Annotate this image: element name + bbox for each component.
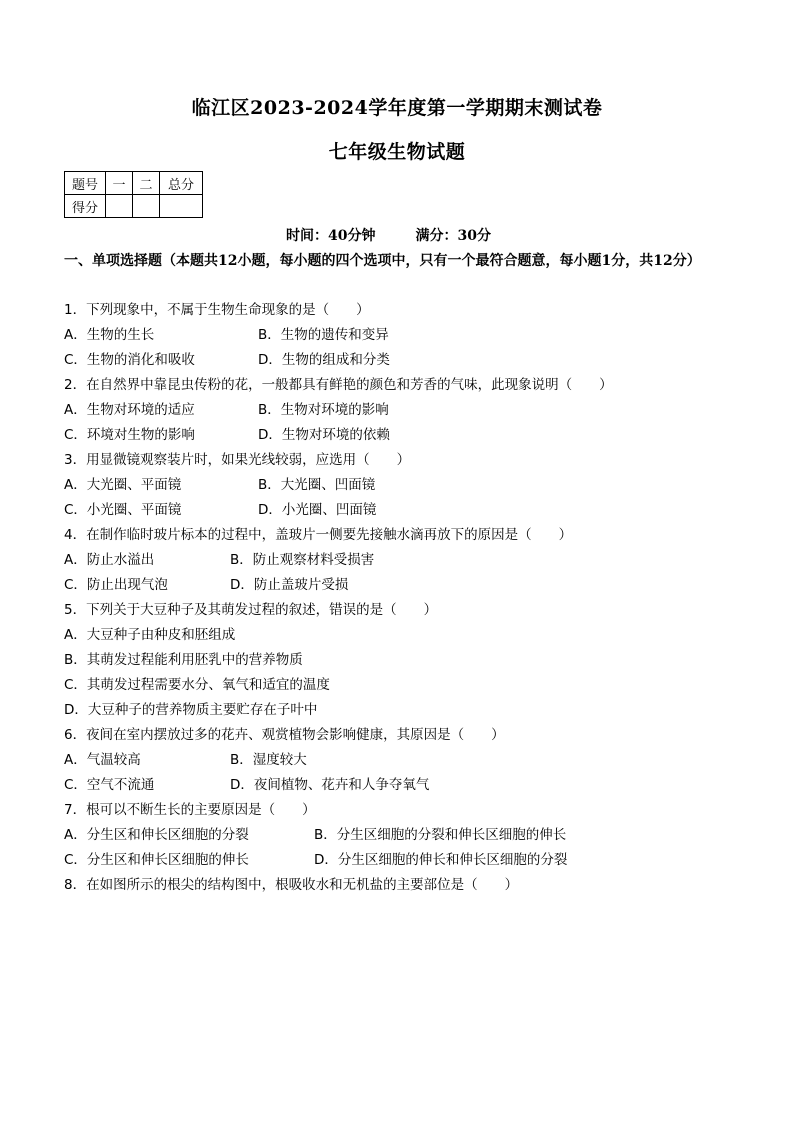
option: B．生物对环境的影响: [258, 402, 389, 418]
option: C．小光圈、平面镜: [64, 502, 182, 518]
score-cell[interactable]: [160, 195, 203, 218]
option: C．分生区和伸长区细胞的伸长: [64, 852, 249, 868]
score-cell[interactable]: [106, 195, 133, 218]
exam-title: 临江区2023-2024学年度第一学期期末测试卷: [191, 97, 603, 119]
option: D．防止盖玻片受损: [230, 577, 349, 593]
score-cell[interactable]: [133, 195, 160, 218]
section-title: 一、单项选择题（本题共12小题，每小题的四个选项中，只有一个最符合题意，每小题1分，共12分）: [64, 253, 701, 269]
option: A．气温较高: [64, 752, 141, 768]
option: A．分生区和伸长区细胞的分裂: [64, 827, 249, 843]
question-stem: 3．用显微镜观察装片时，如果光线较弱，应选用（ ）: [64, 452, 411, 468]
option: A．生物的生长: [64, 327, 155, 343]
question-stem: 8．在如图所示的根尖的结构图中，根吸收水和无机盐的主要部位是（ ）: [64, 877, 519, 893]
option-row: [64, 400, 389, 420]
score-header-cell: 二: [133, 172, 160, 195]
option: C．空气不流通: [64, 777, 155, 793]
exam-meta: [286, 225, 491, 245]
option-row: [64, 475, 376, 495]
option-row: [64, 850, 568, 870]
option-row: [64, 750, 307, 770]
option: B．湿度较大: [230, 752, 307, 768]
option-row: [64, 500, 377, 520]
option-row: [64, 825, 567, 845]
option: B．防止观察材料受损害: [230, 552, 375, 568]
option-row: [64, 775, 430, 795]
option: C．生物的消化和吸收: [64, 352, 195, 368]
option: A．生物对环境的适应: [64, 402, 195, 418]
question-stem: 6．夜间在室内摆放过多的花卉、观赏植物会影响健康，其原因是（ ）: [64, 727, 505, 743]
option: D．大豆种子的营养物质主要贮存在子叶中: [64, 702, 318, 718]
option: D．小光圈、凹面镜: [258, 502, 377, 518]
option: B．生物的遗传和变异: [258, 327, 389, 343]
score-header-cell: 总分: [160, 172, 203, 195]
exam-subtitle: 七年级生物试题: [328, 141, 466, 163]
option: A．大豆种子由种皮和胚组成: [64, 627, 236, 643]
option-row: [64, 350, 390, 370]
option: D．夜间植物、花卉和人争夺氧气: [230, 777, 430, 793]
option: A．防止水溢出: [64, 552, 155, 568]
question-stem: 1．下列现象中，不属于生物生命现象的是（ ）: [64, 302, 370, 318]
option: D．分生区细胞的伸长和伸长区细胞的分裂: [314, 852, 568, 868]
option-row: [64, 550, 375, 570]
option: B．分生区细胞的分裂和伸长区细胞的伸长: [314, 827, 567, 843]
question-stem: 7．根可以不断生长的主要原因是（ ）: [64, 802, 316, 818]
option: C．防止出现气泡: [64, 577, 168, 593]
score-header-cell: 一: [106, 172, 133, 195]
question-stem: 2．在自然界中靠昆虫传粉的花，一般都具有鲜艳的颜色和芳香的气味，此现象说明（ ）: [64, 377, 613, 393]
score-table-header-row: [65, 172, 203, 195]
question-stem: 5．下列关于大豆种子及其萌发过程的叙述，错误的是（ ）: [64, 602, 438, 618]
time-limit: 时间：40分钟: [286, 228, 376, 244]
option: B．其萌发过程能利用胚乳中的营养物质: [64, 652, 303, 668]
option: A．大光圈、平面镜: [64, 477, 182, 493]
option: B．大光圈、凹面镜: [258, 477, 376, 493]
full-score: 满分：30分: [415, 228, 491, 244]
option-row: [64, 425, 390, 445]
question-stem: 4．在制作临时玻片标本的过程中，盖玻片一侧要先接触水滴再放下的原因是（ ）: [64, 527, 573, 543]
score-table: [64, 171, 203, 218]
score-table-row: [65, 195, 203, 218]
score-header-cell: 题号: [65, 172, 106, 195]
option-row: [64, 325, 389, 345]
option: C．环境对生物的影响: [64, 427, 195, 443]
option: C．其萌发过程需要水分、氧气和适宜的温度: [64, 677, 330, 693]
option: D．生物对环境的依赖: [258, 427, 390, 443]
option-row: [64, 575, 349, 595]
score-row-label: 得分: [65, 195, 106, 218]
option: D．生物的组成和分类: [258, 352, 390, 368]
